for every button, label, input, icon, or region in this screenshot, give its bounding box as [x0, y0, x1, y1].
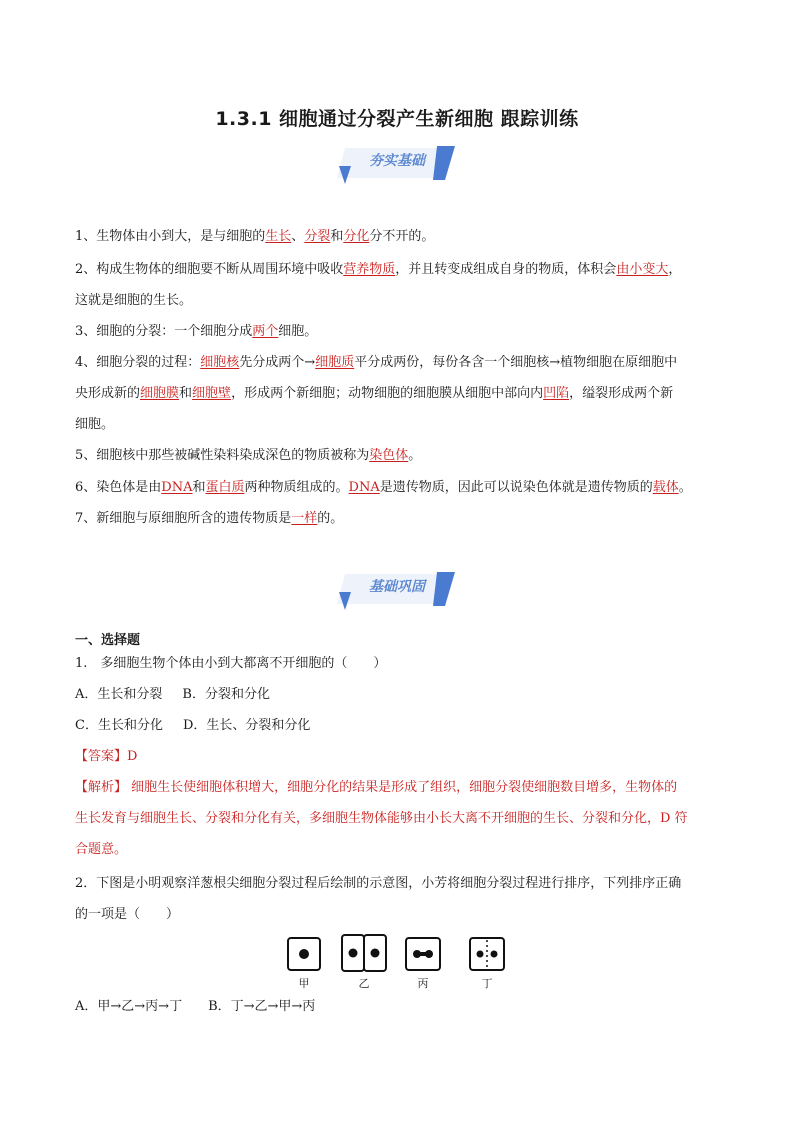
question-1-analysis-cont2: 合题意。 — [75, 842, 128, 857]
option-b: B．丁→乙→甲→丙 — [208, 999, 316, 1014]
question-2-stem-cont: 的一项是（ ） — [75, 907, 180, 922]
knowledge-item-6: 6、染色体是由DNA和蛋白质两种物质组成的。DNA是遗传物质，因此可以说染色体就是遗传物质的载体。 — [75, 480, 692, 495]
knowledge-item-4: 4、细胞分裂的过程：细胞核先分成两个→细胞质平分成两份，每份各含一个细胞核→植物细胞在原细胞中 — [75, 355, 678, 370]
cell-label-ding: 丁 — [481, 977, 493, 990]
question-1-analysis: 【解析】 细胞生长使细胞体积增大，细胞分化的结果是形成了组织，细胞分裂使细胞数目增多，生物体的 — [75, 780, 678, 795]
banner-label: 基础巩固 — [369, 579, 425, 595]
question-1-options-cd — [75, 718, 310, 734]
question-1-answer: 【答案】D — [75, 749, 138, 764]
banner-label: 夯实基础 — [369, 153, 425, 169]
page-title: 1.3.1 细胞通过分裂产生新细胞 跟踪训练 — [215, 108, 579, 130]
question-2-stem: 2．下图是小明观察洋葱根尖细胞分裂过程后绘制的示意图，小芳将细胞分裂过程进行排序，下列排序正确 — [75, 876, 682, 891]
cell-label-bing: 丙 — [417, 977, 429, 990]
knowledge-item-7: 7、新细胞与原细胞所含的遗传物质是一样的。 — [75, 511, 344, 526]
knowledge-item-1: 1、生物体由小到大，是与细胞的生长、分裂和分化分不开的。 — [75, 229, 435, 244]
option-a: A．生长和分裂 — [75, 687, 163, 702]
knowledge-item-4-cont: 央形成新的细胞膜和细胞壁，形成两个新细胞；动物细胞的细胞膜从细胞中部向内凹陷，缢裂形成两个新 — [75, 386, 674, 401]
section-banner-consolidate — [337, 144, 457, 184]
section-banner-basic — [337, 570, 457, 610]
question-1-stem: 1. 多细胞生物个体由小到大都离不开细胞的（ ） — [75, 656, 387, 671]
cell-label-jia: 甲 — [298, 977, 310, 990]
section-heading: 一、选择题 — [75, 633, 141, 648]
question-1-analysis-cont: 生长发育与细胞生长、分裂和分化有关，多细胞生物体能够由小长大离不开细胞的生长、分裂和分化，D 符 — [75, 811, 688, 826]
knowledge-item-2-cont: 这就是细胞的生长。 — [75, 293, 193, 308]
question-2-options-ab — [75, 999, 315, 1015]
knowledge-item-4-cont2: 细胞。 — [75, 417, 115, 432]
option-d: D．生长、分裂和分化 — [182, 718, 311, 733]
question-1-options-ab — [75, 687, 270, 703]
cell-label-yi: 乙 — [358, 977, 370, 990]
option-a: A．甲→乙→丙→丁 — [75, 999, 183, 1014]
knowledge-item-3: 3、细胞的分裂：一个细胞分成两个细胞。 — [75, 324, 318, 339]
knowledge-item-2: 2、构成生物体的细胞要不断从周围环境中吸收营养物质，并且转变成组成自身的物质，体积会由小变大， — [75, 262, 682, 277]
option-c: C．生长和分化 — [75, 718, 163, 733]
knowledge-item-5: 5、细胞核中那些被碱性染料染成深色的物质被称为染色体。 — [75, 448, 422, 463]
cell-diagram-icon — [284, 933, 524, 975]
option-b: B．分裂和分化 — [182, 687, 270, 702]
cell-division-figure — [284, 933, 524, 993]
